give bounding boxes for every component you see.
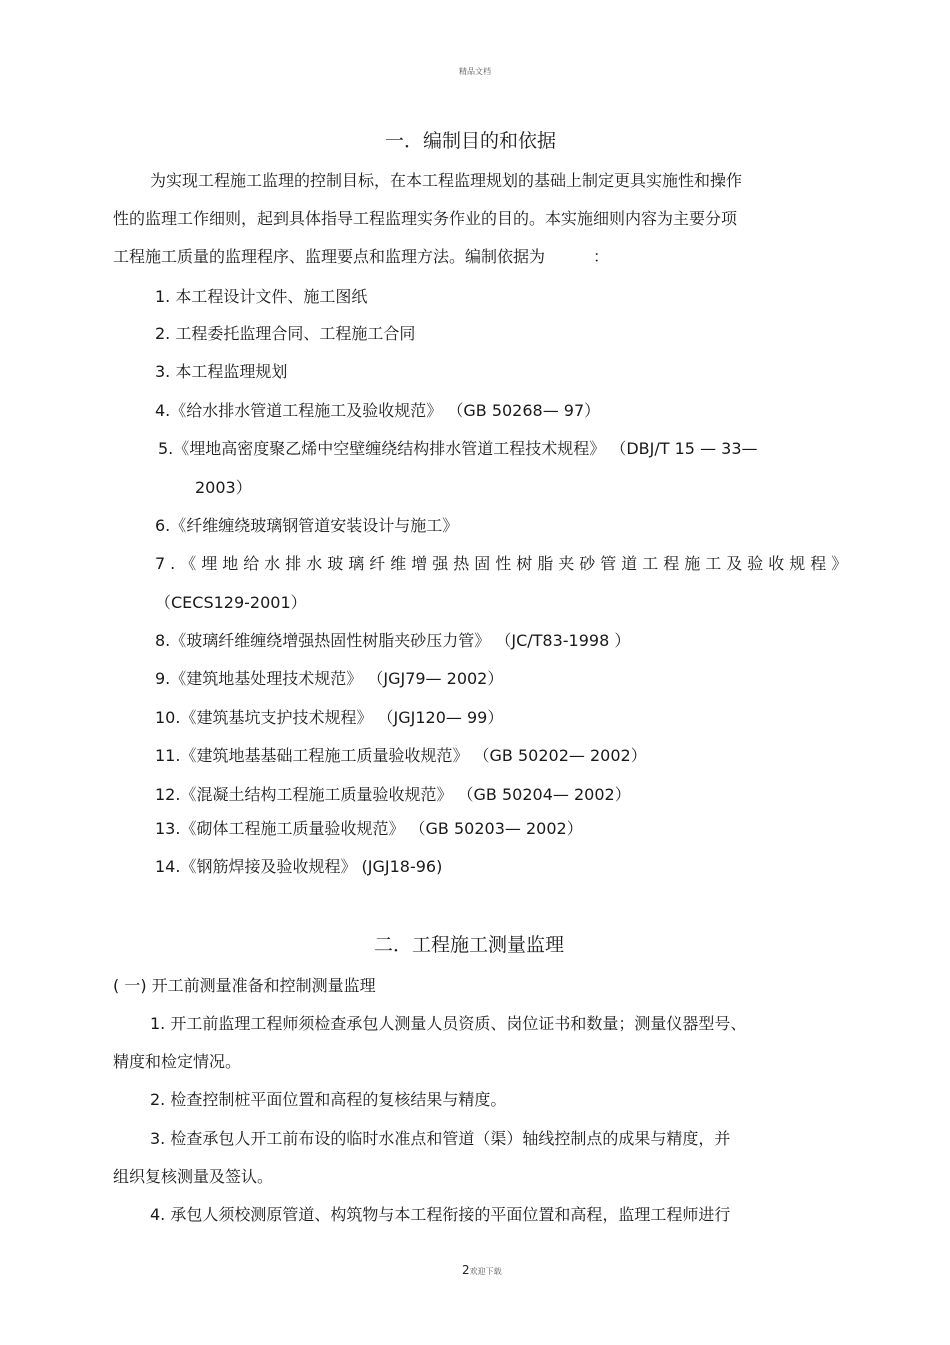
reference-item: 12.《混凝土结构工程施工质量验收规范》 （GB 50204— 2002） [155,785,631,804]
body-line: 4. 承包人须校测原管道、构筑物与本工程衔接的平面位置和高程，监理工程师进行 [150,1205,731,1224]
page-number: 2 [462,1263,470,1277]
body-line: 1. 开工前监理工程师须检查承包人测量人员资质、岗位证书和数量；测量仪器型号、 [150,1014,747,1033]
section-2-title: 二．工程施工测量监理 [374,934,565,956]
reference-item: 2. 工程委托监理合同、工程施工合同 [155,324,416,343]
reference-item: 7.《埋地给水排水玻璃纤维增强热固性树脂夹砂管道工程施工及验收规程》 [155,554,853,573]
reference-item: 6.《纤维缠绕玻璃钢管道安装设计与施工》 [155,516,459,535]
section-2-subtitle: ( 一) 开工前测量准备和控制测量监理 [113,976,376,995]
body-line: 3. 检查承包人开工前布设的临时水准点和管道（渠）轴线控制点的成果与精度，并 [150,1129,731,1148]
reference-item-continued: （CECS129-2001） [155,593,307,612]
reference-item: 10.《建筑基坑支护技术规程》 （JGJ120— 99） [155,708,504,727]
reference-item: 9.《建筑地基处理技术规范》 （JGJ79— 2002） [155,669,504,688]
reference-item: 5.《埋地高密度聚乙烯中空壁缠绕结构排水管道工程技术规程》 （DBJ/T 15 — 33— [158,439,758,458]
body-line: 组织复核测量及签认。 [113,1167,274,1186]
reference-item: 4.《给水排水管道工程施工及验收规范》 （GB 50268— 97） [155,401,601,420]
body-line: 精度和检定情况。 [113,1052,242,1071]
body-line: 2. 检查控制桩平面位置和高程的复核结果与精度。 [150,1090,507,1109]
reference-item: 3. 本工程监理规划 [155,362,288,381]
page-header: 精品文档 [459,67,491,76]
intro-line: 工程施工质量的监理程序、监理要点和监理方法。编制依据为 ： [113,247,610,266]
reference-item: 13.《砌体工程施工质量验收规范》 （GB 50203— 2002） [155,819,583,838]
reference-item: 1. 本工程设计文件、施工图纸 [155,287,368,306]
page-footer [462,1259,502,1278]
section-1-title: 一．编制目的和依据 [385,130,557,152]
intro-line: 性的监理工作细则，起到具体指导工程监理实务作业的目的。本实施细则内容为主要分项 [113,209,738,228]
footer-text: 欢迎下载 [469,1267,502,1276]
reference-item: 14.《钢筋焊接及验收规程》 (JGJ18-96) [155,857,443,876]
reference-item-continued: 2003） [195,478,252,497]
reference-item: 8.《玻璃纤维缠绕增强热固性树脂夹砂压力管》 （JC/T83-1998 ） [155,631,631,650]
reference-item: 11.《建筑地基基础工程施工质量验收规范》 （GB 50202— 2002） [155,746,647,765]
intro-line: 为实现工程施工监理的控制目标，在本工程监理规划的基础上制定更具实施性和操作 [150,171,743,190]
